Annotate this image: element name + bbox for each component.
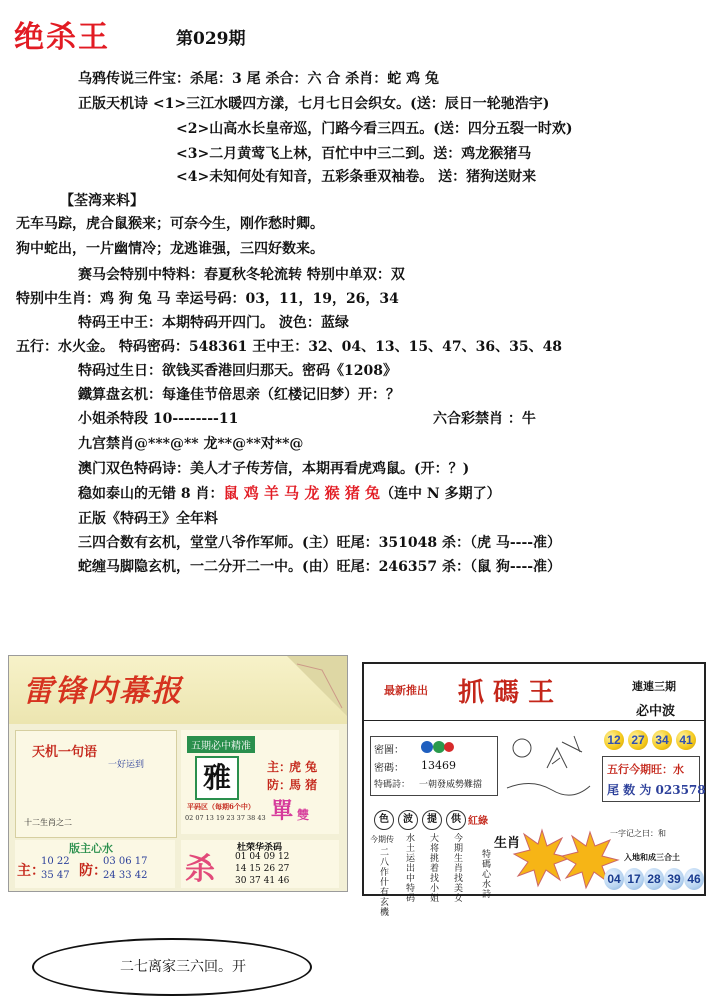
- text-line-4: <3>二月黄莺飞上林，百忙中中三二到。送：鸡龙猴猪马: [176, 146, 532, 162]
- ball-bottom-3: 28: [644, 868, 664, 890]
- saying-2: 入地和成三合土: [624, 852, 680, 862]
- prediction-box: [181, 730, 339, 834]
- ball-bottom-2: 17: [624, 868, 644, 890]
- weishu-label: 尾 数 为 023578: [607, 783, 706, 797]
- panel-right-header: [364, 664, 704, 721]
- panel-left-title: 雷锋内幕报: [23, 674, 183, 709]
- text-line-12: 五行：水火金。 特码密码：548361 王中王：32、04、13、15、47、36、35、48: [16, 339, 563, 355]
- line-18-zodiacs: 鼠 鸡 羊 马 龙 猴 猪 兔: [223, 484, 381, 502]
- xiaoma-row-2: 14 15 26 27: [235, 864, 290, 874]
- newspaper-panel-right: [362, 662, 706, 918]
- xiaoma-box: [181, 840, 339, 888]
- pingma-label: 平码区（每期6个中）: [187, 802, 255, 811]
- tianji-label: 天机一句语: [32, 745, 98, 760]
- single-character: 單: [271, 798, 294, 824]
- wuxing-label: 五行今期旺：水: [607, 763, 684, 776]
- line-18-tail: （连中 N 多期了）: [380, 486, 501, 502]
- color-tag-4: 供: [446, 810, 466, 830]
- bubble-text: 二七离家三六回。开: [120, 959, 246, 975]
- text-line-7: 无车马踪，虎合鼠猴来；可奈今生，刚作愁时卿。: [16, 216, 324, 232]
- ya-character: 雅: [195, 756, 239, 800]
- text-line-17: 澳门双色特码诗：美人才子传芳信，本期再看虎鸡鼠。(开：？): [78, 461, 470, 477]
- banzhu-nums-d: 24 33 42: [103, 870, 148, 881]
- banzhu-label: 版主心水: [69, 842, 113, 855]
- five-period-banner: 五期必中精准: [187, 736, 255, 753]
- ball-top-1: 12: [604, 730, 624, 750]
- text-line-15b: 六合彩禁肖 ：牛: [433, 411, 536, 427]
- sha-character: 杀: [185, 852, 215, 887]
- fang-label: 防：: [267, 778, 292, 792]
- xiaoma-row-3: 30 37 41 46: [235, 876, 290, 886]
- mitu-label: 密圖：: [374, 745, 404, 756]
- mima-label: 密碼：: [374, 763, 404, 774]
- temashi-label: 特碼詩：: [374, 780, 411, 790]
- zhu-label: 主：: [267, 760, 292, 774]
- text-line-8: 狗中蛇出，一片幽情冷；龙逃谁强，三四好数来。: [16, 241, 324, 257]
- text-line-13: 特码过生日：欲钱买香港回归那天。密码《1208》: [78, 363, 397, 379]
- banzhu-zhu-label: 主：: [17, 863, 45, 879]
- vertical-col-4: 大将挑着找小姐: [430, 834, 440, 904]
- temashi-value: 一朝發威勢難擋: [419, 780, 483, 790]
- color-tag-2: 波: [398, 810, 418, 830]
- ball-top-4: 41: [676, 730, 696, 750]
- vertical-col-6: 特碼心水詩: [482, 850, 492, 900]
- xiaoma-row-1: 01 04 09 12: [235, 852, 290, 862]
- vertical-col-3: 水土运出中特码: [406, 834, 416, 904]
- text-line-3: <2>山高水长皇帝巡，门路今看三四五。(送：四分五裂一时欢): [176, 121, 573, 137]
- line-18-label: 稳如泰山的无错 8 肖：: [78, 486, 224, 502]
- newspaper-panel-left: [8, 655, 348, 892]
- new-tag: 最新推出: [384, 684, 428, 697]
- tianji-signature: 一好运到: [108, 760, 145, 770]
- fang-value: 馬 猪: [289, 778, 318, 792]
- text-line-11: 特码王中王：本期特码开四门。 波色：蓝绿: [78, 315, 349, 331]
- streak-label: 連連三期: [632, 680, 676, 693]
- zhu-value: 虎 兔: [289, 760, 318, 774]
- must-hit-label: 必中波: [636, 704, 676, 719]
- text-line-2: 正版天机诗 <1>三江水暖四方漾，七月七日会织女。(送：辰日一轮驰浩宇): [78, 96, 550, 112]
- mitu-balls-icon: [419, 739, 455, 755]
- banzhu-nums-b: 35 47: [41, 870, 70, 881]
- ball-bottom-1: 04: [604, 868, 624, 890]
- banzhu-fang-label: 防：: [79, 863, 107, 879]
- ball-bottom-4: 39: [664, 868, 684, 890]
- panel-right-title: 抓 碼 王: [458, 678, 555, 708]
- banzhu-nums-a: 10 22: [41, 856, 70, 867]
- vertical-col-2: 二八作什有玄機: [380, 848, 390, 918]
- text-line-15a: 小姐杀特段 10--------11: [78, 411, 239, 427]
- text-line-10: 特别中生肖：鸡 狗 兔 马 幸运号码：03，11，19，26，34: [16, 291, 399, 307]
- vertical-col-5: 今期生肖找美女: [454, 834, 464, 904]
- text-line-9: 赛马会特别中特料：春夏秋冬轮流转 特别中单双：双: [78, 267, 405, 283]
- pingma-numbers: 02 07 13 19 23 37 38 43: [185, 814, 266, 822]
- banzhu-nums-c: 03 06 17: [103, 856, 148, 867]
- text-line-18: [78, 482, 501, 503]
- sketch-illustration: [502, 728, 594, 804]
- mima-box: [370, 736, 498, 796]
- ball-top-2: 27: [628, 730, 648, 750]
- issue-number: 第029期: [176, 29, 246, 49]
- text-line-20: 三四合数有玄机，堂堂八爷作军师。(主）旺尾：351048 杀：（虎 马----准）: [78, 535, 562, 551]
- text-line-14: 鐵算盘玄机：每逢佳节倍思亲（红楼记旧梦）开：？: [78, 387, 400, 403]
- color-tail: 紅綠: [468, 816, 488, 827]
- text-line-16: 九宫禁肖@***@** 龙**@**对**@: [78, 436, 304, 452]
- text-line-19: 正版《特码王》全年料: [78, 511, 218, 527]
- color-tag-3: 提: [422, 810, 442, 830]
- panel-left-header: [9, 656, 347, 724]
- page-title: 绝杀王: [14, 20, 110, 55]
- ball-bottom-5: 46: [684, 868, 704, 890]
- small-tag: 十二生肖之二: [24, 818, 72, 827]
- fold-corner-icon: [267, 656, 347, 724]
- text-line-6: 【荃湾来料】: [60, 193, 144, 209]
- mima-value: 13469: [421, 759, 456, 772]
- wuxing-box: [602, 756, 706, 802]
- banzhu-box: [15, 840, 175, 888]
- double-character: 雙: [297, 808, 310, 822]
- col-header: 今期传: [370, 835, 394, 844]
- ball-top-3: 34: [652, 730, 672, 750]
- text-line-1: 乌鸦传说三件宝：杀尾：3 尾 杀合：六 合 杀肖：蛇 鸡 兔: [78, 71, 439, 87]
- speech-bubble: [32, 938, 312, 996]
- xiaoma-title: 杜荣华杀码: [237, 843, 283, 853]
- tianji-box: [15, 730, 177, 838]
- text-line-5: <4>未知何处有知音，五彩条垂双袖卷。 送：猪狗送财来: [176, 169, 537, 185]
- text-line-21: 蛇缠马脚隐玄机，一二分开二一中。(由）旺尾：246357 杀：（鼠 狗----准）: [78, 559, 562, 575]
- color-tag-1: 色: [374, 810, 394, 830]
- saying-1: 一字记之曰：和: [610, 829, 666, 838]
- shengxiao-label: 生肖: [494, 836, 521, 851]
